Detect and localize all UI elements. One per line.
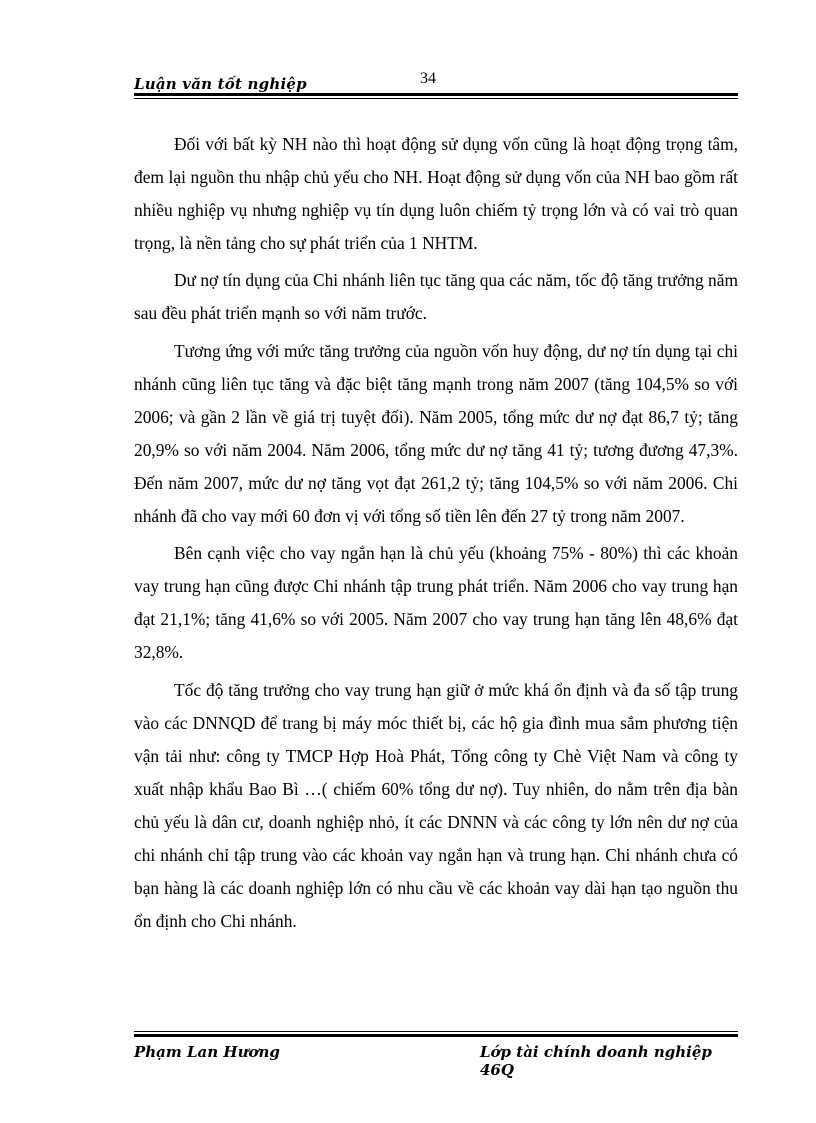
paragraph: Bên cạnh việc cho vay ngắn hạn là chủ yếu (khoảng 75% - 80%) thì các khoản vay trung hạn cũng được Chi nhánh tập trung phát triển. Năm 2006 cho vay trung hạn đạt 21,1%; tăng 41,6% so với 2005. Năm 2007 cho vay trung hạn tăng lên 48,6% đạt 32,8%. bbox=[134, 543, 738, 663]
footer-right-clip bbox=[480, 1043, 738, 1079]
header-rule-thin bbox=[134, 98, 738, 99]
paragraph: Tương ứng với mức tăng trưởng của nguồn vốn huy động, dư nợ tín dụng tại chi nhánh cũng liên tục tăng và đặc biệt tăng mạnh trong năm 2007 (tăng 104,5% so với 2006; và gần 2 lần về giá trị tuyệt đối). Năm 2005, tổng mức dư nợ đạt 86,7 tỷ; tăng 20,9% so với năm 2004. Năm 2006, tổng mức dư nợ tăng 41 tỷ; tương đương 47,3%. Đến năm 2007, mức dư nợ tăng vọt đạt 261,2 tỷ; tăng 104,5% so với năm 2006. Chi nhánh đã cho vay mới 60 đơn vị với tổng số tiền lên đến 27 tỷ trong năm 2007. bbox=[134, 340, 738, 527]
header-rule-thick bbox=[134, 93, 738, 96]
header-title: Luận văn tốt nghiệp bbox=[134, 75, 307, 93]
header-clip bbox=[134, 75, 334, 93]
footer-class: Lớp tài chính doanh nghiệp 46Q bbox=[480, 1043, 712, 1079]
footer-rule-thin bbox=[134, 1031, 738, 1032]
footer-author: Phạm Lan Hương bbox=[134, 1043, 280, 1061]
footer-left-clip bbox=[134, 1043, 334, 1061]
page-number: 34 bbox=[420, 70, 436, 87]
paragraph: Tốc độ tăng trưởng cho vay trung hạn giữ ở mức khá ổn định và đa số tập trung vào các DNNQD để trang bị máy móc thiết bị, các hộ gia đình mua sắm phương tiện vận tải như: công ty TMCP Hợp Hoà Phát, Tổng công ty Chè Việt Nam và công ty xuất nhập khẩu Bao Bì …( chiếm 60% tổng dư nợ). Tuy nhiên, do nằm trên địa bàn chủ yếu là dân cư, doanh nghiệp nhỏ, ít các DNNN và các công ty lớn nên dư nợ của chi nhánh chỉ tập trung vào các khoản vay ngắn hạn và trung hạn. Chi nhánh chưa có bạn hàng là các doanh nghiệp lớn có nhu cầu về các khoản vay dài hạn tạo nguồn thu ổn định cho Chi nhánh. bbox=[134, 679, 738, 932]
paragraph: Dư nợ tín dụng của Chi nhánh liên tục tăng qua các năm, tốc độ tăng trưởng năm sau đều phát triển mạnh so với năm trước. bbox=[134, 270, 738, 324]
document-body bbox=[134, 128, 738, 942]
paragraph: Đối với bất kỳ NH nào thì hoạt động sử dụng vốn cũng là hoạt động trọng tâm, đem lại nguồn thu nhập chủ yếu cho NH. Hoạt động sử dụng vốn của NH bao gồm rất nhiều nghiệp vụ nhưng nghiệp vụ tín dụng luôn chiếm tỷ trọng lớn và có vai trò quan trọng, là nền tảng cho sự phát triển của 1 NHTM. bbox=[134, 134, 738, 254]
footer-rule-thick bbox=[134, 1034, 738, 1037]
